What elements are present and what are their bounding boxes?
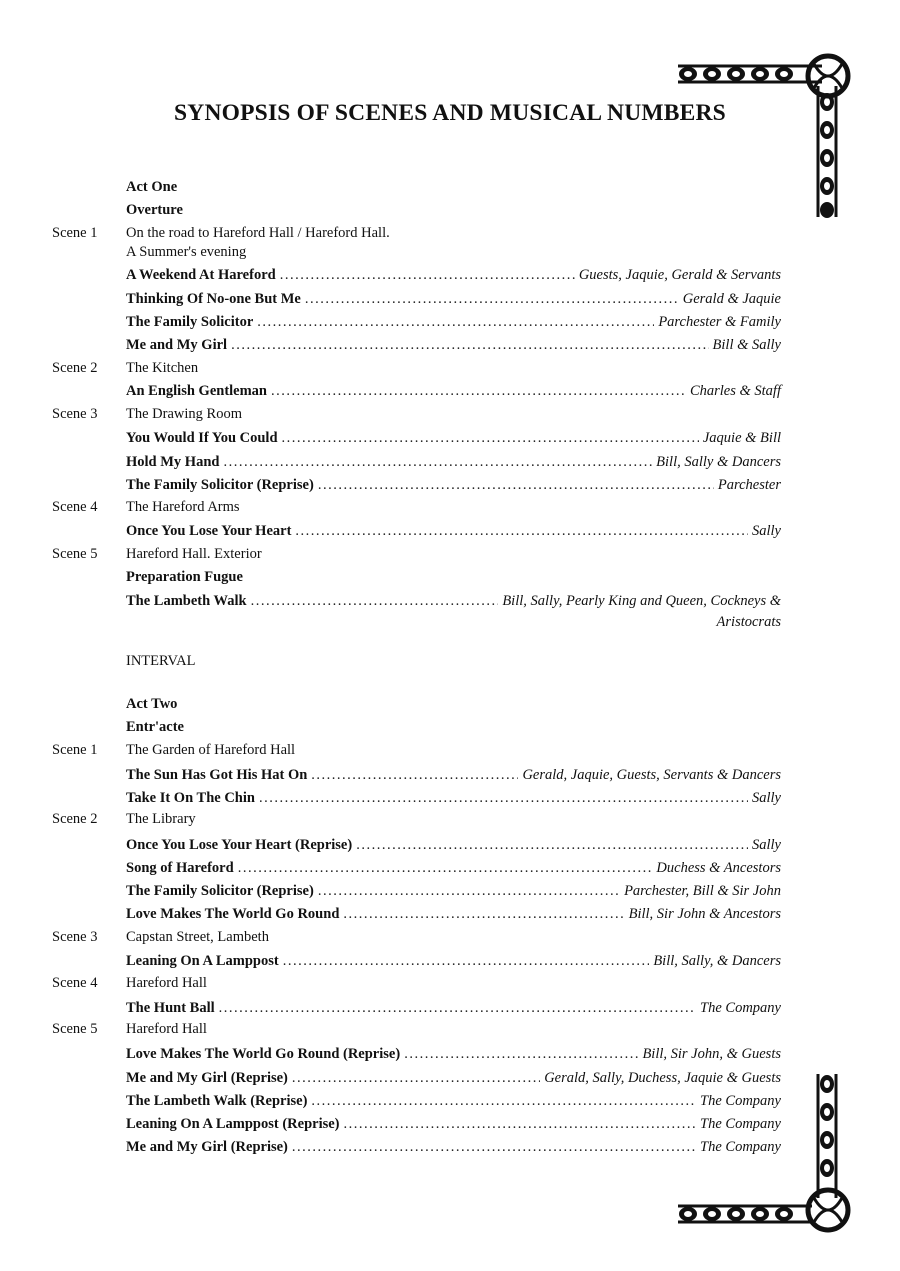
song-title: The Lambeth Walk (Reprise) [126,1093,308,1109]
song-row [0,427,900,450]
act-one-heading: Act One [126,179,178,195]
song-row [0,997,900,1020]
song-title: Take It On The Chin [126,790,255,806]
song-title: You Would If You Could [126,430,278,446]
scene-line [0,357,900,380]
song-title: Me and My Girl (Reprise) [126,1139,288,1155]
song-performers: Bill & Sally [712,337,781,353]
overture-line [0,199,900,222]
song-performers-cont [0,611,900,634]
song-title: The Family Solicitor (Reprise) [126,477,314,493]
interval-line [0,650,900,673]
song-performers: Bill, Sally, Pearly King and Queen, Cockneys & [502,593,781,609]
scene-label: Scene 2 [52,360,98,376]
song-row [0,520,900,543]
scene-label: Scene 3 [52,406,98,422]
scene-line [0,496,900,519]
song-title: Love Makes The World Go Round (Reprise) [126,1046,401,1062]
scene-setting: The Hareford Arms [126,499,240,515]
song-performers: Guests, Jaquie, Gerald & Servants [578,267,781,283]
song-row [0,288,900,311]
scene-label: Scene 5 [52,546,98,562]
song-performers: The Company [700,1116,781,1132]
song-performers: Bill, Sally & Dancers [656,454,781,470]
act-heading [0,693,900,716]
scene-label: Scene 1 [52,225,98,241]
song-row [0,380,900,403]
entracte-line [0,716,900,739]
song-performers-line2: Aristocrats [716,614,781,630]
scene-line [0,403,900,426]
song-title: A Weekend At Hareford [126,267,276,283]
song-row [0,834,900,857]
song-title: Me and My Girl [126,337,228,353]
scene-setting: The Kitchen [126,360,199,376]
entracte: Entr'acte [126,719,184,735]
song-row [0,1043,900,1066]
song-performers: Bill, Sir John, & Guests [642,1046,781,1062]
scene-label: Scene 1 [52,742,98,758]
song-row [0,1067,900,1090]
song-row [0,334,900,357]
song-title: The Lambeth Walk [126,593,247,609]
song-performers: Bill, Sir John & Ancestors [628,906,781,922]
song-row [0,474,900,497]
song-row [0,264,900,287]
song-title: Once You Lose Your Heart [126,523,292,539]
song-row [0,1090,900,1113]
song-performers: Sally [752,790,781,806]
song-title: The Hunt Ball [126,1000,215,1016]
song-title: Me and My Girl (Reprise) [126,1070,288,1086]
scene-line [0,1018,900,1041]
song-title: Song of Hareford [126,860,234,876]
song-title: An English Gentleman [126,383,267,399]
song-performers: Charles & Staff [689,383,781,399]
song-row [0,1136,900,1159]
scene-label: Scene 5 [52,1021,98,1037]
scene-label: Scene 3 [52,929,98,945]
song-performers: The Company [700,1093,781,1109]
scene-label: Scene 4 [52,499,98,515]
page-title: SYNOPSIS OF SCENES AND MUSICAL NUMBERS [174,100,726,126]
song-performers: Bill, Sally, & Dancers [653,953,781,969]
scene-line [0,808,900,831]
scene-setting: The Library [126,811,196,827]
song-title: Thinking Of No-one But Me [126,291,301,307]
song-row [0,451,900,474]
act-heading [0,176,900,199]
scene-setting: Hareford Hall [126,1021,207,1037]
song-title: The Family Solicitor (Reprise) [126,883,314,899]
song-row [0,764,900,787]
scene-setting-line2: A Summer's evening [126,244,247,260]
scene-setting: Capstan Street, Lambeth [126,929,269,945]
scene-setting: On the road to Hareford Hall / Hareford Hall. [126,225,390,241]
scene-setting: Hareford Hall [126,975,207,991]
act-two-heading: Act Two [126,696,178,712]
overture: Overture [126,202,183,218]
song-performers: Sally [752,837,781,853]
scene-line [0,543,900,566]
song-performers: Gerald & Jaquie [682,291,781,307]
song-performers: Parchester, Bill & Sir John [624,883,781,899]
interval: INTERVAL [126,653,196,669]
preparation-fugue: Preparation Fugue [126,569,243,585]
song-row [0,787,900,810]
song-row [0,880,900,903]
fugue-line [0,566,900,589]
song-performers: Duchess & Ancestors [656,860,781,876]
song-performers: Gerald, Sally, Duchess, Jaquie & Guests [544,1070,781,1086]
song-title: The Family Solicitor [126,314,254,330]
song-title: Once You Lose Your Heart (Reprise) [126,837,353,853]
scene-label: Scene 2 [52,811,98,827]
song-row [0,903,900,926]
song-performers: Parchester & Family [658,314,781,330]
song-performers: Parchester [717,477,781,493]
song-performers: Jaquie & Bill [702,430,781,446]
song-row [0,857,900,880]
song-title: Hold My Hand [126,454,220,470]
song-row [0,311,900,334]
song-performers: Sally [752,523,781,539]
scene-line [0,739,900,762]
song-title: Love Makes The World Go Round [126,906,340,922]
song-performers: Gerald, Jaquie, Guests, Servants & Dancers [522,767,781,783]
scene-setting: Hareford Hall. Exterior [126,546,262,562]
scene-setting: The Garden of Hareford Hall [126,742,296,758]
scene-setting: The Drawing Room [126,406,242,422]
scene-line [0,926,900,949]
scene-label: Scene 4 [52,975,98,991]
song-row [0,1113,900,1136]
scene-line [0,972,900,995]
scene-setting-cont [0,241,900,264]
song-row [0,590,900,613]
song-row [0,950,900,973]
song-performers: The Company [700,1139,781,1155]
song-title: Leaning On A Lamppost (Reprise) [126,1116,340,1132]
song-performers: The Company [700,1000,781,1016]
song-title: The Sun Has Got His Hat On [126,767,308,783]
song-title: Leaning On A Lamppost [126,953,279,969]
